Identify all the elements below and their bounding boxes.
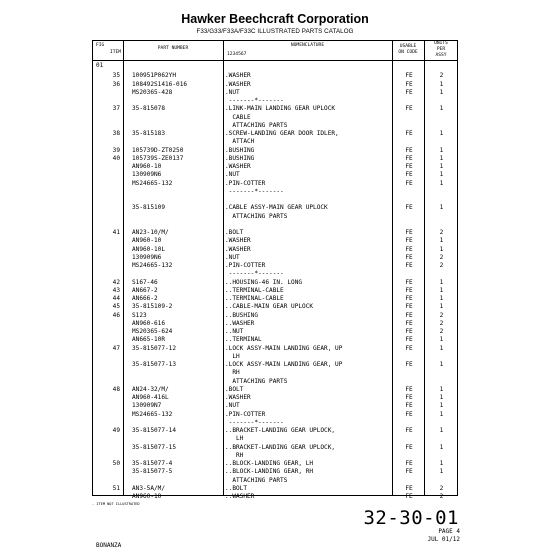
- table-row: [92, 493, 458, 501]
- units-per-assy: 1: [439, 171, 444, 179]
- item-number: 50: [112, 460, 120, 468]
- units-per-assy: 1: [439, 468, 444, 476]
- units-per-assy: 2: [439, 484, 444, 492]
- usable-code: FE: [405, 295, 413, 303]
- nomenclature: ..NUT: [225, 328, 244, 336]
- part-number: 105739D-ZT0250: [132, 146, 184, 154]
- units-per-assy: 1: [439, 105, 444, 113]
- nomenclature: -------*-------: [225, 187, 284, 195]
- usable-code-header: ON CODE: [398, 50, 418, 55]
- nomenclature: .LOCK ASSY-MAIN LANDING GEAR, UP: [225, 361, 343, 369]
- table-row: [92, 444, 458, 452]
- table-row: [92, 386, 458, 394]
- nomenclature-header: NOMENCLATURE: [290, 43, 325, 48]
- table-row: [92, 369, 458, 377]
- units-per-assy: 2: [439, 72, 444, 80]
- nomenclature: ..TERMINAL-CABLE: [225, 286, 284, 294]
- usable-code: FE: [405, 286, 413, 294]
- table-row: [92, 336, 458, 344]
- page-number: PAGE 4: [438, 528, 460, 535]
- nomenclature: .LINK-MAIN LANDING GEAR UPLOCK: [225, 105, 336, 113]
- item-number: 44: [112, 295, 120, 303]
- units-per-assy: 1: [439, 344, 444, 352]
- nomenclature: ..BUSHING: [225, 311, 259, 319]
- part-number: 35-815077-5: [132, 468, 173, 476]
- table-row: [92, 246, 458, 254]
- table-row: [92, 320, 458, 328]
- table-row: [92, 435, 458, 443]
- usable-code: FE: [405, 88, 413, 96]
- units-per-assy: 2: [439, 229, 444, 237]
- item-number: 41: [112, 229, 120, 237]
- part-number: AN960-10L: [132, 245, 166, 253]
- usable-code: FE: [405, 229, 413, 237]
- table-row: [92, 485, 458, 493]
- usable-code: FE: [405, 311, 413, 319]
- units-per-assy: 1: [439, 303, 444, 311]
- usable-code: FE: [405, 278, 413, 286]
- item-number: 40: [112, 154, 120, 162]
- units-per-assy: 1: [439, 402, 444, 410]
- item-number: 39: [112, 146, 120, 154]
- usable-code: FE: [405, 105, 413, 113]
- table-row: [92, 237, 458, 245]
- part-number: AN23-10/M/: [132, 229, 169, 237]
- aircraft-model: BONANZA: [96, 542, 122, 549]
- units-per-assy: 1: [439, 154, 444, 162]
- table-row: [92, 411, 458, 419]
- usable-code: FE: [405, 319, 413, 327]
- item-number: 35: [112, 72, 120, 80]
- table-row: [92, 295, 458, 303]
- part-number: 108492S1416-016: [132, 80, 188, 88]
- figure-group: 01: [96, 62, 104, 69]
- item-number: 42: [112, 278, 120, 286]
- part-number: 35-815109: [132, 204, 166, 212]
- table-row: [92, 155, 458, 163]
- nomenclature: LH: [225, 435, 244, 443]
- usable-code: FE: [405, 361, 413, 369]
- units-per-assy: 1: [439, 443, 444, 451]
- usable-code: FE: [405, 72, 413, 80]
- fig-header: FIG: [96, 43, 105, 48]
- table-row: [92, 452, 458, 460]
- table-row: [92, 138, 458, 146]
- usable-code: FE: [405, 163, 413, 171]
- nomenclature: .BUSHING: [225, 154, 255, 162]
- nomenclature: .WASHER: [225, 72, 251, 80]
- item-number: 49: [112, 427, 120, 435]
- part-number: AN960-416L: [132, 394, 169, 402]
- footnote: - ITEM NOT ILLUSTRATED: [92, 502, 140, 506]
- part-number: AN24-32/M/: [132, 385, 169, 393]
- nomenclature: ..WASHER: [225, 319, 255, 327]
- part-number: MS20365-428: [132, 88, 173, 96]
- section-number: 32-30-01: [363, 507, 459, 529]
- table-row: [92, 345, 458, 353]
- nomenclature: -------*-------: [225, 418, 284, 426]
- nomenclature: ..CABLE-MAIN GEAR UPLOCK: [225, 303, 314, 311]
- part-number: MS20365-624: [132, 328, 173, 336]
- item-number: 37: [112, 105, 120, 113]
- part-number: 35-815077-15: [132, 443, 177, 451]
- item-number: 45: [112, 303, 120, 311]
- table-row: [92, 213, 458, 221]
- part-number: 130909N6: [132, 253, 162, 261]
- units-per-assy: 2: [439, 493, 444, 501]
- usable-code: FE: [405, 146, 413, 154]
- part-number: AN960-616: [132, 319, 166, 327]
- nomenclature: .BOLT: [225, 385, 244, 393]
- usable-code: FE: [405, 245, 413, 253]
- nomenclature: ..BRACKET-LANDING GEAR UPLOCK,: [225, 443, 336, 451]
- part-number: AN3-5A/M/: [132, 484, 166, 492]
- usable-code: FE: [405, 204, 413, 212]
- usable-code: FE: [405, 410, 413, 418]
- nomenclature: .WASHER: [225, 245, 251, 253]
- usable-code: FE: [405, 237, 413, 245]
- table-row: [92, 460, 458, 468]
- item-number: 38: [112, 130, 120, 138]
- nomenclature: ..BLOCK-LANDING GEAR, RH: [225, 468, 314, 476]
- table-row: [92, 97, 458, 105]
- units-per-assy: 1: [439, 286, 444, 294]
- nomenclature: CABLE: [225, 113, 251, 121]
- table-row: [92, 254, 458, 262]
- nomenclature: .NUT: [225, 88, 240, 96]
- part-number: 105739S-ZE0137: [132, 154, 184, 162]
- part-number: S167-46: [132, 278, 158, 286]
- catalog-subtitle: F33/G33/F33A/F33C ILLUSTRATED PARTS CATALOG: [196, 28, 354, 35]
- table-row: [92, 204, 458, 212]
- table-row: [92, 72, 458, 80]
- nomenclature: ..TERMINAL-CABLE: [225, 295, 284, 303]
- nomenclature: ..BLOCK-LANDING GEAR, LH: [225, 460, 314, 468]
- table-row: [92, 122, 458, 130]
- usable-code: FE: [405, 493, 413, 501]
- usable-code: FE: [405, 171, 413, 179]
- usable-code: FE: [405, 154, 413, 162]
- nomenclature: ATTACHING PARTS: [225, 212, 288, 220]
- part-number: AN666-2: [132, 295, 158, 303]
- nomenclature: ATTACHING PARTS: [225, 377, 288, 385]
- usable-code: FE: [405, 336, 413, 344]
- part-number: 130909N6: [132, 171, 162, 179]
- part-number: S123: [132, 311, 147, 319]
- part-number: AN960-10: [132, 493, 162, 501]
- table-row: [92, 312, 458, 320]
- nomenclature: LH: [225, 352, 240, 360]
- nomenclature: .SCREW-LANDING GEAR DOOR IDLER,: [225, 130, 339, 138]
- table-row: [92, 114, 458, 122]
- usable-code: FE: [405, 427, 413, 435]
- item-number: 48: [112, 385, 120, 393]
- usable-code: FE: [405, 402, 413, 410]
- table-row: [92, 303, 458, 311]
- usable-code: FE: [405, 460, 413, 468]
- part-number: 35-815077-14: [132, 427, 177, 435]
- nomenclature: .NUT: [225, 171, 240, 179]
- usable-code: FE: [405, 80, 413, 88]
- item-number: 46: [112, 311, 120, 319]
- page-title: Hawker Beechcraft Corporation: [181, 12, 369, 26]
- item-number: 51: [112, 484, 120, 492]
- nomenclature: .PIN-COTTER: [225, 410, 266, 418]
- table-row: [92, 229, 458, 237]
- nomenclature: RH: [225, 369, 240, 377]
- table-row: [92, 378, 458, 386]
- usable-code: FE: [405, 179, 413, 187]
- item-number: 36: [112, 80, 120, 88]
- units-per-assy: 2: [439, 262, 444, 270]
- usable-code: FE: [405, 328, 413, 336]
- nomenclature: .BUSHING: [225, 146, 255, 154]
- nomenclature: .BOLT: [225, 229, 244, 237]
- units-per-assy: 1: [439, 336, 444, 344]
- nomenclature: ATTACH: [225, 138, 255, 146]
- usable-code: FE: [405, 253, 413, 261]
- item-number: 43: [112, 286, 120, 294]
- usable-code: FE: [405, 130, 413, 138]
- table-row: [92, 163, 458, 171]
- units-per-assy: 1: [439, 204, 444, 212]
- part-number: MS24665-132: [132, 410, 173, 418]
- table-row: [92, 477, 458, 485]
- units-per-assy: 1: [439, 410, 444, 418]
- nomenclature: ..TERMINAL: [225, 336, 262, 344]
- units-per-assy: 1: [439, 237, 444, 245]
- table-row: [92, 188, 458, 196]
- part-number: 35-815077-13: [132, 361, 177, 369]
- table-row: [92, 105, 458, 113]
- part-number: MS24665-132: [132, 179, 173, 187]
- part-number: AN667-2: [132, 286, 158, 294]
- units-per-assy: 1: [439, 361, 444, 369]
- table-row: [92, 81, 458, 89]
- table-row: [92, 328, 458, 336]
- units-per-assy: 1: [439, 394, 444, 402]
- nomenclature: RH: [225, 451, 244, 459]
- units-per-assy: 1: [439, 179, 444, 187]
- table-row: [92, 427, 458, 435]
- table-row: [92, 287, 458, 295]
- usable-code: FE: [405, 394, 413, 402]
- nomenclature: -------*-------: [225, 270, 284, 278]
- part-number: MS24665-132: [132, 262, 173, 270]
- nomenclature: .NUT: [225, 253, 240, 261]
- units-per-assy: 1: [439, 146, 444, 154]
- nomenclature: .WASHER: [225, 80, 251, 88]
- nomenclature: .LOCK ASSY-MAIN LANDING GEAR, UP: [225, 344, 343, 352]
- units-assy-header: ASSY: [435, 53, 447, 58]
- units-per-header: PER: [436, 47, 446, 52]
- header-divider: [92, 60, 458, 61]
- part-number: 35-815109-2: [132, 303, 173, 311]
- nomenclature: ATTACHING PARTS: [225, 476, 288, 484]
- usable-code: FE: [405, 262, 413, 270]
- units-per-assy: 1: [439, 245, 444, 253]
- nomenclature: .WASHER: [225, 394, 251, 402]
- nomenclature: .WASHER: [225, 163, 251, 171]
- units-per-assy: 1: [439, 295, 444, 303]
- usable-code: FE: [405, 468, 413, 476]
- table-row: [92, 353, 458, 361]
- table-row: [92, 147, 458, 155]
- part-number: AN665-10R: [132, 336, 166, 344]
- units-per-assy: 1: [439, 427, 444, 435]
- table-row: [92, 171, 458, 179]
- item-header: ITEM: [109, 50, 121, 55]
- part-number: 35-815183: [132, 130, 166, 138]
- units-per-assy: 1: [439, 460, 444, 468]
- nomenclature: ..HOUSING-46 IN. LONG: [225, 278, 303, 286]
- units-per-assy: 2: [439, 253, 444, 261]
- part-number: 35-815078: [132, 105, 166, 113]
- part-number-header: PART NUMBER: [157, 46, 189, 51]
- units-per-assy: 2: [439, 311, 444, 319]
- table-row: [92, 402, 458, 410]
- units-per-assy: 2: [439, 319, 444, 327]
- usable-code: FE: [405, 443, 413, 451]
- nomenclature: .PIN-COTTER: [225, 262, 266, 270]
- usable-header: USABLE: [399, 44, 417, 49]
- nomenclature: .NUT: [225, 402, 240, 410]
- nomenclature: .PIN-COTTER: [225, 179, 266, 187]
- units-per-assy: 1: [439, 80, 444, 88]
- part-number: AN960-10: [132, 237, 162, 245]
- nomenclature: ..BRACKET-LANDING GEAR UPLOCK,: [225, 427, 336, 435]
- table-row: [92, 419, 458, 427]
- nomenclature: ..WASHER: [225, 493, 255, 501]
- usable-code: FE: [405, 344, 413, 352]
- item-number: 47: [112, 344, 120, 352]
- units-per-assy: 1: [439, 163, 444, 171]
- units-per-assy: 1: [439, 278, 444, 286]
- part-number: 35-815077-12: [132, 344, 177, 352]
- table-row: [92, 361, 458, 369]
- table-row: [92, 221, 458, 229]
- units-per-assy: 2: [439, 328, 444, 336]
- table-row: [92, 270, 458, 278]
- nomenclature: .CABLE ASSY-MAIN GEAR UPLOCK: [225, 204, 328, 212]
- units-per-assy: 1: [439, 385, 444, 393]
- part-number: AN960-10: [132, 163, 162, 171]
- units-per-assy: 1: [439, 88, 444, 96]
- table-row: [92, 394, 458, 402]
- units-per-assy: 1: [439, 130, 444, 138]
- table-row: [92, 196, 458, 204]
- table-row: [92, 262, 458, 270]
- part-number: 130909N7: [132, 402, 162, 410]
- part-number: 100951P062YH: [132, 72, 177, 80]
- table-row: [92, 279, 458, 287]
- indent-scale: 1234567: [227, 52, 247, 57]
- nomenclature: ATTACHING PARTS: [225, 121, 288, 129]
- usable-code: FE: [405, 303, 413, 311]
- nomenclature: ..BOLT: [225, 484, 248, 492]
- usable-code: FE: [405, 385, 413, 393]
- table-row: [92, 468, 458, 476]
- part-number: 35-815077-4: [132, 460, 173, 468]
- nomenclature: -------*-------: [225, 97, 284, 105]
- units-header: UNITS: [434, 41, 448, 46]
- table-row: [92, 180, 458, 188]
- table-row: [92, 130, 458, 138]
- table-row: [92, 89, 458, 97]
- nomenclature: .WASHER: [225, 237, 251, 245]
- page-date: JUL 01/12: [427, 536, 460, 543]
- usable-code: FE: [405, 484, 413, 492]
